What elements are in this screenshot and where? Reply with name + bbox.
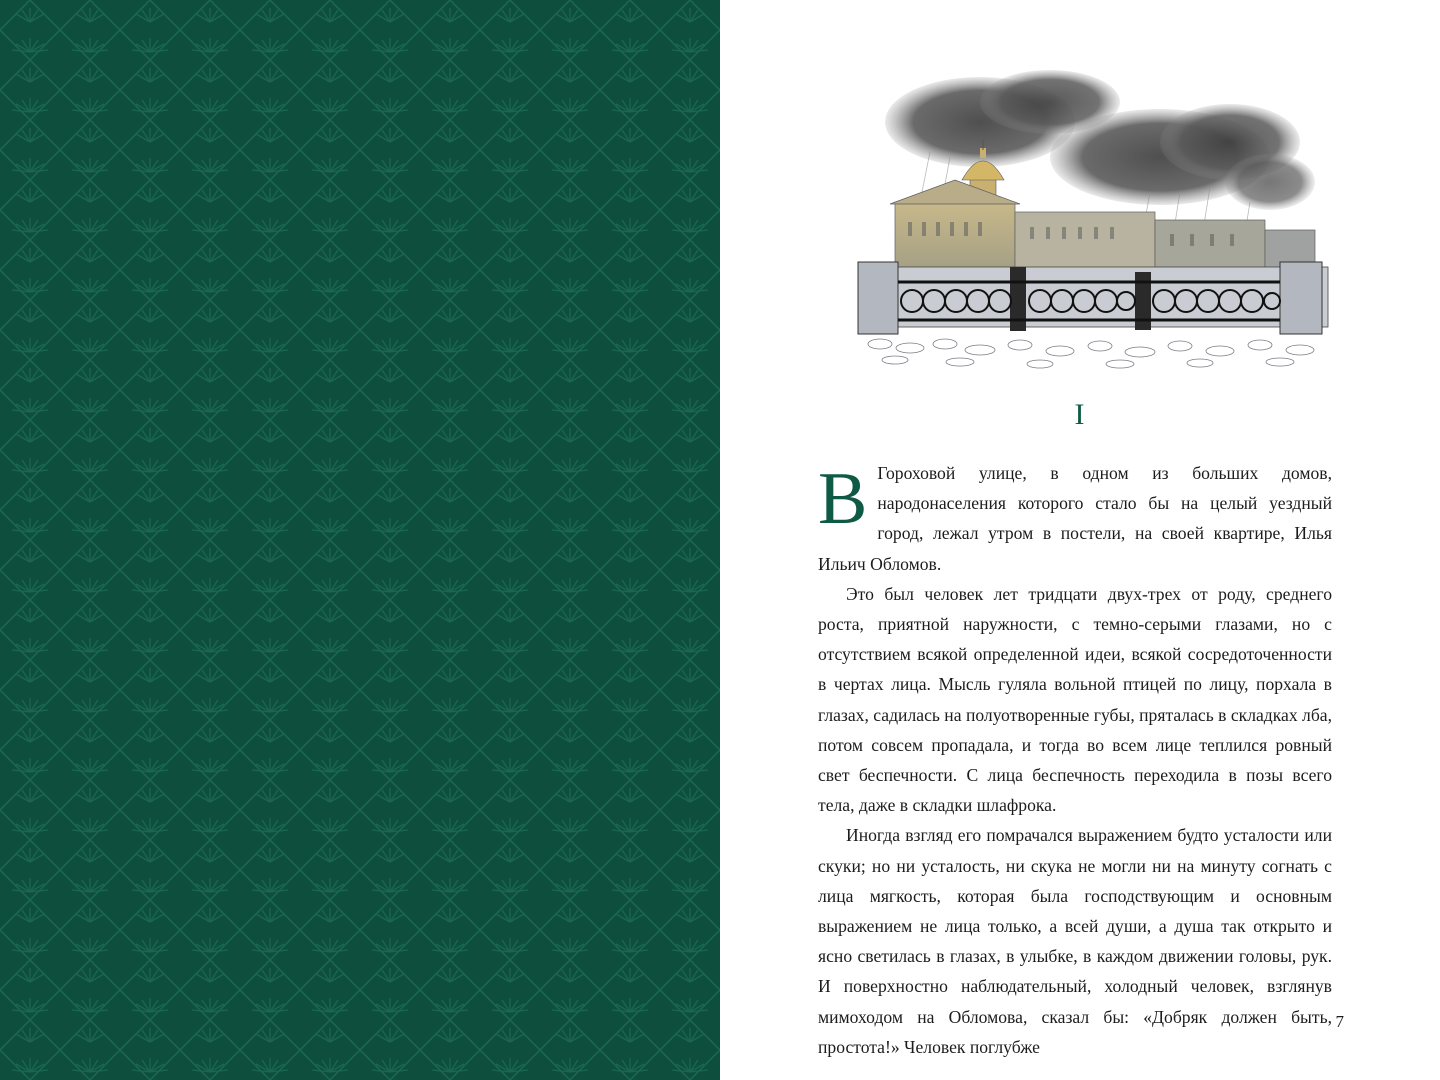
page-number: 7 xyxy=(1335,1012,1344,1031)
paragraph-2: Это был человек лет тридцати двух-трех от роду, среднего роста, приятной наружности, с темно-серыми глазами, но с отсутствием всякой определенной идеи, всякой сосредоточенности в чертах лица. Мысль гуляла вольной птицей по лицу, порхала в глазах, садилась на полуотворенные губы, пряталась в складках лба, потом совсем пропадала, и тогда во всем лице теплился ровный свет беспечности. С лица беспечность переходила в позы всего тела, даже в складки шлафрока. xyxy=(818,583,1332,816)
book-page xyxy=(720,0,1440,1080)
chapter-text xyxy=(818,458,1332,1062)
embankment-illustration xyxy=(850,62,1340,382)
paragraph-1 xyxy=(818,458,1332,579)
paragraph-1-text: Гороховой улице, в одном из больших домов, народонаселения которого стало бы на целый уездный город, лежал утром в постели, на своей квартире, Илья Ильич Обломов. xyxy=(818,463,1332,574)
paragraph-3: Иногда взгляд его помрачался выражением будто усталости или скуки; но ни усталость, ни скука не могли ни на минуту согнать с лица мягкость, которая была господствующим и основным выражением не лица только, а всей души, а душа так открыто и ясно светилась в глазах, в улыбке, в каждом движении головы, рук. И поверхностно наблюдательный, холодный человек, взглянув мимоходом на Обломова, сказал бы: «Добряк должен быть, простота!» Человек поглубже xyxy=(818,825,1332,1057)
chapter-number: I xyxy=(1074,398,1086,431)
drop-cap-letter: В xyxy=(818,458,868,540)
